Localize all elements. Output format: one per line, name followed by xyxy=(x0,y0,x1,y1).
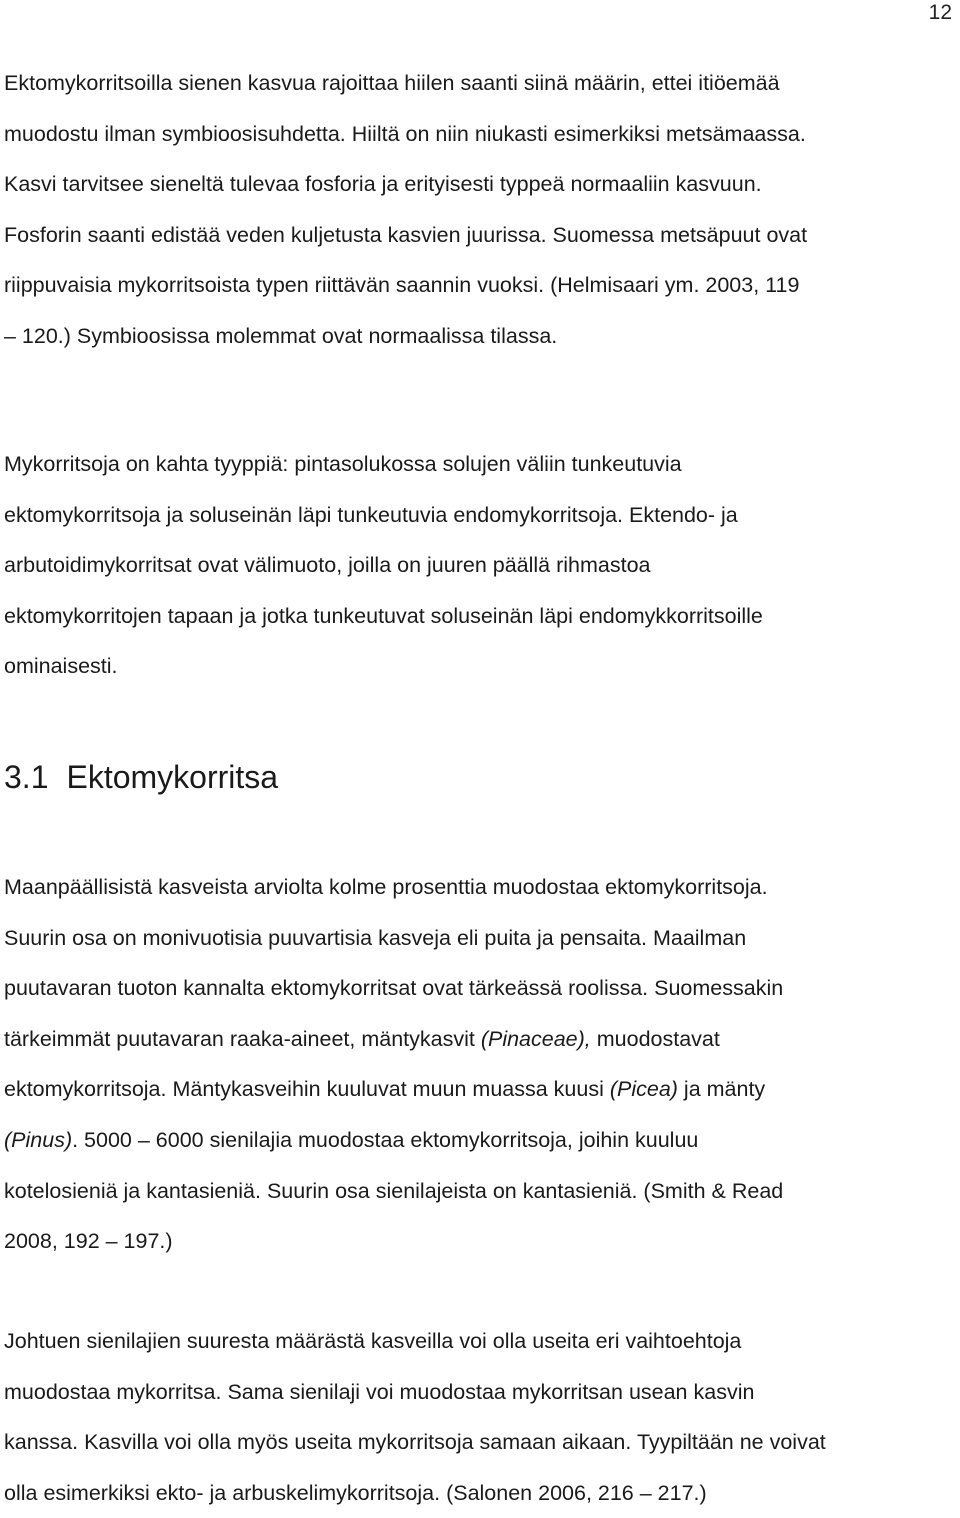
italic-taxon: (Pinus) xyxy=(4,1127,73,1152)
text-line: riippuvaisia mykorritsoista typen riittävän saannin vuoksi. (Helmisaari ym. 2003, 119 xyxy=(4,273,800,298)
section-number: 3.1 xyxy=(4,759,49,795)
text-line: muodostaa mykorritsa. Sama sienilaji voi muodostaa mykorritsan usean kasvin xyxy=(4,1379,755,1404)
text-line: ominaisesti. xyxy=(4,654,118,679)
paragraph-1 xyxy=(4,58,807,362)
section-title: Ektomykorritsa xyxy=(66,759,279,795)
text-line: – 120.) Symbioosissa molemmat ovat normaalissa tilassa. xyxy=(4,323,558,348)
page-number: 12 xyxy=(928,1,952,24)
text-line: olla esimerkiksi ekto- ja arbuskelimykorritsoja. (Salonen 2006, 216 – 217.) xyxy=(4,1480,707,1505)
text-line xyxy=(4,1014,783,1065)
text-line: 2008, 192 – 197.) xyxy=(4,1229,173,1254)
section-heading xyxy=(4,752,278,802)
text-segment: . 5000 – 6000 sienilajia muodostaa ektomykorritsoja, joihin kuuluu xyxy=(72,1127,699,1152)
text-line: Maanpäällisistä kasveista arviolta kolme prosenttia muodostaa ektomykorritsoja. xyxy=(4,875,768,899)
text-line: ektomykorritojen tapaan ja jotka tunkeutuvat soluseinän läpi endomykkorritsoille xyxy=(4,603,763,628)
text-segment: ja mänty xyxy=(677,1077,766,1102)
text-line: arbutoidimykorritsat ovat välimuoto, joilla on juuren päällä rihmastoa xyxy=(4,553,651,578)
text-segment: muodostavat xyxy=(590,1026,720,1051)
paragraph-2 xyxy=(4,439,763,692)
text-line: Mykorritsoja on kahta tyyppiä: pintasolukossa solujen väliin tunkeutuvia xyxy=(4,452,682,476)
text-line: ektomykorritsoja ja soluseinän läpi tunkeutuvia endomykorritsoja. Ektendo- ja xyxy=(4,502,738,527)
italic-taxon: (Pinaceae), xyxy=(480,1026,591,1051)
text-line xyxy=(4,1064,783,1115)
italic-taxon: (Picea) xyxy=(609,1077,678,1102)
text-line xyxy=(4,1115,783,1166)
text-line: Suurin osa on monivuotisia puuvartisia kasveja eli puita ja pensaita. Maailman xyxy=(4,925,747,950)
text-line: kotelosieniä ja kantasieniä. Suurin osa sienilajeista on kantasieniä. (Smith & Read xyxy=(4,1178,784,1203)
paragraph-4 xyxy=(4,1316,826,1518)
text-line: muodostu ilman symbioosisuhdetta. Hiiltä on niin niukasti esimerkiksi metsämaassa. xyxy=(4,121,806,146)
text-line: Johtuen sienilajien suuresta määrästä kasveilla voi olla useita eri vaihtoehtoja xyxy=(4,1329,742,1353)
text-line: puutavaran tuoton kannalta ektomykorritsat ovat tärkeässä roolissa. Suomessakin xyxy=(4,976,784,1001)
text-line: Fosforin saanti edistää veden kuljetusta kasvien juurissa. Suomessa metsäpuut ovat xyxy=(4,222,808,247)
text-segment: tärkeimmät puutavaran raaka-aineet, mäntykasvit xyxy=(4,1026,481,1051)
text-line: Kasvi tarvitsee sieneltä tulevaa fosforia ja erityisesti typpeä normaaliin kasvuun. xyxy=(4,172,762,197)
text-line: kanssa. Kasvilla voi olla myös useita mykorritsoja samaan aikaan. Tyypiltään ne voivat xyxy=(4,1430,826,1455)
text-line: Ektomykorritsoilla sienen kasvua rajoittaa hiilen saanti siinä määrin, ettei itiöemää xyxy=(4,71,780,95)
text-segment: ektomykorritsoja. Mäntykasveihin kuuluvat muun muassa kuusi xyxy=(4,1077,610,1102)
paragraph-3 xyxy=(4,862,783,1267)
